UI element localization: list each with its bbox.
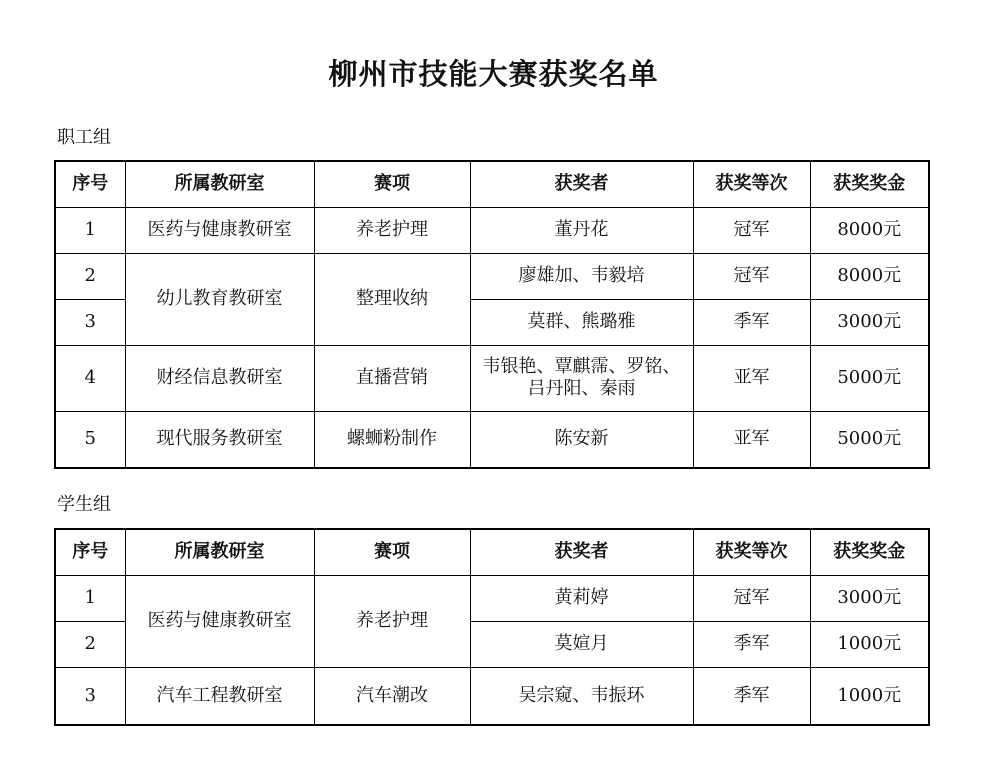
row-event: 汽车潮改 bbox=[314, 667, 470, 725]
row-prize: 3000元 bbox=[810, 299, 929, 345]
row-winners bbox=[470, 345, 693, 411]
winners-line-2: 吕丹阳、秦雨 bbox=[527, 378, 636, 399]
row-rank: 亚军 bbox=[693, 411, 810, 468]
row-event: 养老护理 bbox=[314, 207, 470, 253]
row-number: 3 bbox=[55, 299, 125, 345]
header-rank: 获奖等次 bbox=[693, 161, 810, 207]
row-prize: 8000元 bbox=[810, 253, 929, 299]
winners-line-1: 韦银艳、覃麒霈、罗铭、 bbox=[482, 356, 681, 377]
student-group-label: 学生组 bbox=[57, 494, 111, 515]
row-rank: 冠军 bbox=[693, 575, 810, 621]
header-event: 赛项 bbox=[314, 529, 470, 575]
row-prize: 8000元 bbox=[810, 207, 929, 253]
page-title: 柳州市技能大赛获奖名单 bbox=[328, 57, 659, 91]
row-event: 整理收纳 bbox=[314, 253, 470, 345]
row-prize: 3000元 bbox=[810, 575, 929, 621]
header-number: 序号 bbox=[55, 529, 125, 575]
row-event: 直播营销 bbox=[314, 345, 470, 411]
header-department: 所属教研室 bbox=[125, 161, 314, 207]
table-row bbox=[55, 207, 929, 253]
row-prize: 1000元 bbox=[810, 667, 929, 725]
row-rank: 季军 bbox=[693, 621, 810, 667]
table-header-row bbox=[55, 529, 929, 575]
table-row bbox=[55, 667, 929, 725]
header-prize: 获奖奖金 bbox=[810, 161, 929, 207]
row-prize: 5000元 bbox=[810, 345, 929, 411]
row-event: 养老护理 bbox=[314, 575, 470, 667]
staff-group-label: 职工组 bbox=[57, 127, 111, 148]
table-row bbox=[55, 575, 929, 621]
header-department: 所属教研室 bbox=[125, 529, 314, 575]
row-number: 1 bbox=[55, 207, 125, 253]
header-prize: 获奖奖金 bbox=[810, 529, 929, 575]
row-prize: 5000元 bbox=[810, 411, 929, 468]
row-number: 2 bbox=[55, 253, 125, 299]
row-winners: 莫群、熊璐雅 bbox=[470, 299, 693, 345]
header-winners: 获奖者 bbox=[470, 529, 693, 575]
table-header-row bbox=[55, 161, 929, 207]
student-awards-table bbox=[54, 528, 930, 726]
row-event: 螺蛳粉制作 bbox=[314, 411, 470, 468]
staff-awards-table bbox=[54, 160, 930, 469]
row-number: 4 bbox=[55, 345, 125, 411]
header-rank: 获奖等次 bbox=[693, 529, 810, 575]
row-prize: 1000元 bbox=[810, 621, 929, 667]
row-department: 财经信息教研室 bbox=[125, 345, 314, 411]
row-rank: 亚军 bbox=[693, 345, 810, 411]
row-department: 汽车工程教研室 bbox=[125, 667, 314, 725]
row-department: 现代服务教研室 bbox=[125, 411, 314, 468]
row-winners: 莫媗月 bbox=[470, 621, 693, 667]
table-row bbox=[55, 411, 929, 468]
row-number: 2 bbox=[55, 621, 125, 667]
table-row bbox=[55, 345, 929, 411]
row-winners: 吴宗窥、韦振环 bbox=[470, 667, 693, 725]
row-winners: 董丹花 bbox=[470, 207, 693, 253]
row-rank: 季军 bbox=[693, 299, 810, 345]
row-winners: 廖雄加、韦毅培 bbox=[470, 253, 693, 299]
row-department: 医药与健康教研室 bbox=[125, 575, 314, 667]
row-rank: 冠军 bbox=[693, 253, 810, 299]
header-number: 序号 bbox=[55, 161, 125, 207]
row-department: 医药与健康教研室 bbox=[125, 207, 314, 253]
row-department: 幼儿教育教研室 bbox=[125, 253, 314, 345]
table-row bbox=[55, 253, 929, 299]
row-number: 5 bbox=[55, 411, 125, 468]
row-number: 1 bbox=[55, 575, 125, 621]
row-rank: 冠军 bbox=[693, 207, 810, 253]
row-number: 3 bbox=[55, 667, 125, 725]
header-winners: 获奖者 bbox=[470, 161, 693, 207]
header-event: 赛项 bbox=[314, 161, 470, 207]
row-winners: 陈安新 bbox=[470, 411, 693, 468]
row-winners: 黄莉婷 bbox=[470, 575, 693, 621]
row-rank: 季军 bbox=[693, 667, 810, 725]
